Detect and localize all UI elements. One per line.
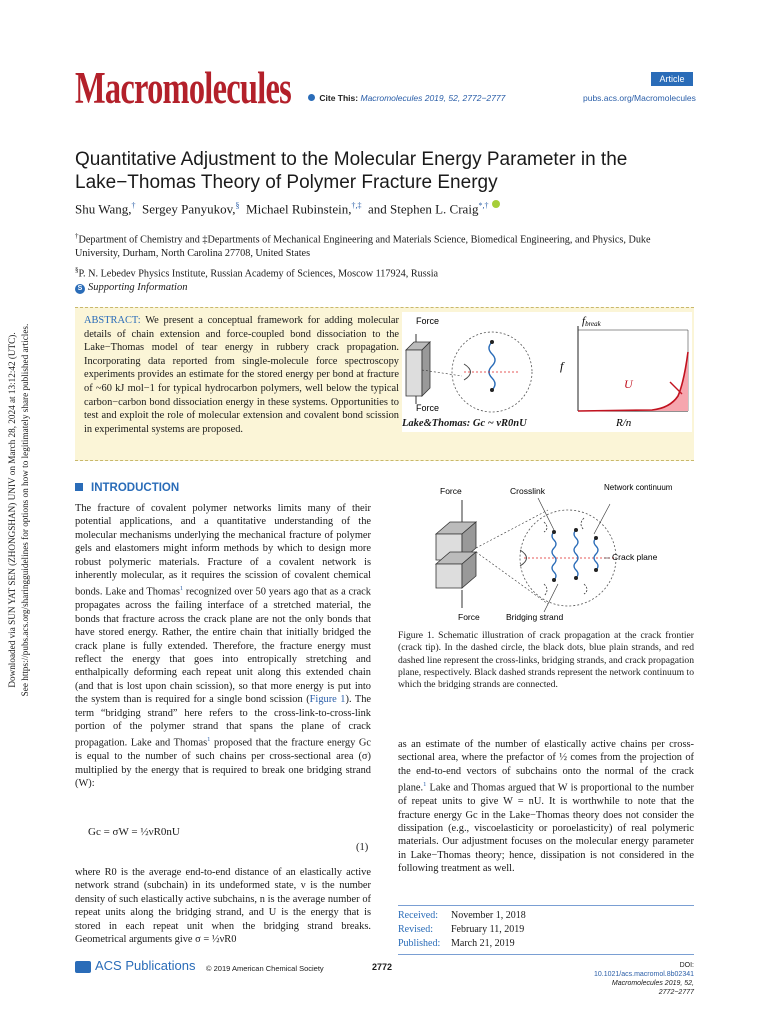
orcid-icon[interactable] <box>492 200 500 208</box>
figure-1-link[interactable]: Figure 1 <box>309 694 346 706</box>
figure-1-bridging-label: Bridging strand <box>506 612 564 622</box>
doi-block: DOI: 10.1021/acs.macromol.8b02341 Macromolecules 2019, 52, 2772−2777 <box>580 961 694 997</box>
toc-crack-schematic <box>406 316 532 413</box>
received-date: November 1, 2018 <box>451 910 526 921</box>
revised-date: February 11, 2019 <box>451 924 525 935</box>
affiliation-1: Department of Chemistry and ‡Departments of Mechanical Engineering and Materials Science, Biomedical Engineering, and Physics, Duke University, Durham, North Carolina 27708, United States <box>75 234 651 260</box>
author-1[interactable]: Shu Wang, <box>75 201 132 217</box>
supporting-info-link[interactable]: Supporting Information <box>88 282 188 293</box>
cite-label: Cite This: <box>319 93 359 103</box>
published-label: Published: <box>398 938 441 949</box>
ref-link[interactable]: 1 <box>207 736 211 744</box>
figure-1-force-bottom: Force <box>458 612 480 622</box>
equation-1: Gc = σW = ½νR0nU <box>88 826 180 838</box>
toc-u-label: U <box>624 377 633 391</box>
intro-column-left: The fracture of covalent polymer networks limits many of their potential applications, and a quantitative understanding of the molecular mechanisms underlying the mechanical fracture of polymer gels and elastomers might inform methods by which to design more robust polymeric materials. Fracture of a covalent network is inherently molecular, as it requires the scission of covalent chemical bonds. Lake and Thomas$^1$ recognized over 50 years ago that as a crack propagates across the failing interface of a stretched material, the bonds that fracture across the crack plane are not the only bonds that have stored energy. Rather, the entire chain that initially bridged the crack plane is fully extended. Therefore, the fracture energy must reflect the energy that goes into entropically stretching and enthalpically deforming each repeat unit along this extended chain (and that is lost upon chain scission), so that more energy is put into the system than is required for a single bond scission (Figure 1). The term “bridging strand” here refers to the cross-link-to-cross-link portion of the polymer strand that spans the plane of crack propagation. Lake and Thomas$^1$ proposed that the fracture energy Gc is equal to the number of such chains per cross-sectional area (σ) multiplied by the energy that is required to break one bridging strand (W): <box>75 503 372 790</box>
page-number: 2772 <box>372 962 393 972</box>
download-notice-line1: Downloaded via SUN YAT SEN (ZHONGSHAN) UNIV on March 28, 2024 at 13:12:42 (UTC). <box>7 332 17 688</box>
figure-1-force-top: Force <box>440 486 462 496</box>
download-notice-line2: See https://pubs.acs.org/sharingguidelines for options on how to legitimately share published articles. <box>20 323 30 697</box>
ref-link[interactable]: 1 <box>423 781 427 789</box>
author-list: Shu Wang,† Sergey Panyukov,§ Michael Rubinstein,†,‡ and Stephen L. Craig*,† <box>75 200 500 217</box>
copyright: © 2019 American Chemical Society <box>206 964 324 973</box>
received-label: Received: <box>398 910 438 921</box>
revised-label: Revised: <box>398 924 433 935</box>
acs-publications-logo[interactable]: ACS Publications <box>75 958 195 973</box>
acs-icon <box>75 961 91 973</box>
toc-plot <box>560 315 688 429</box>
cite-icon <box>308 94 315 101</box>
author-2[interactable]: Sergey Panyukov, <box>142 201 236 217</box>
toc-fbreak-label: fbreak <box>582 315 601 328</box>
publication-dates <box>398 905 694 955</box>
figure-1 <box>398 482 694 622</box>
toc-x-axis-label: R/n <box>616 417 632 429</box>
figure-1-caption: Figure 1. Schematic illustration of crack propagation at the crack frontier (crack tip). In the dashed circle, the black dots, blue plain strands, and red dashed line represent the cross-links, bridging strands, and crack propagation plane, respectively. Black dashed strands represent the network continuum to which the bridging strands are connected. <box>398 630 694 691</box>
toc-force-top: Force <box>416 316 440 326</box>
journal-url[interactable]: pubs.acs.org/Macromolecules <box>583 93 696 103</box>
article-title: Quantitative Adjustment to the Molecular Energy Parameter in the Lake−Thomas Theory of Polymer Fracture Energy <box>75 149 628 193</box>
affiliations: †Department of Chemistry and ‡Departments of Mechanical Engineering and Materials Science, Biomedical Engineering, and Physics, Duke University, Durham, North Carolina 27708, United States §P. N. Lebedev Physics Institute, Russian Academy of Sciences, Moscow 117924, Russia <box>75 232 651 280</box>
intro-column-left-continued: where R0 is the average end-to-end distance of an elastically active network strand (subchain) in its undeformed state, ν is the number density of such elastically active subchains, n is the average number of repeat units along the bridging strand, and U is the energy that is stored in each repeat unit when the bridging strand breaks. Geometrical arguments give σ = ½νR0 <box>75 867 371 946</box>
toc-equation: Lake&Thomas: Gc ~ νR0nU <box>402 418 527 429</box>
section-heading: INTRODUCTION <box>75 482 179 494</box>
section-bullet-icon <box>75 483 83 491</box>
article-badge: Article <box>651 72 693 86</box>
cite-reference[interactable]: Macromolecules 2019, 52, 2772−2777 <box>360 93 506 103</box>
toc-y-axis-label: f <box>560 359 564 373</box>
figure-1-crosslink-label: Crosslink <box>510 486 545 496</box>
author-4[interactable]: and Stephen L. Craig <box>367 201 479 217</box>
download-notice <box>3 300 35 720</box>
footer-citation: Macromolecules 2019, 52, 2772−2777 <box>611 980 694 996</box>
figure-1-network-label: Network continuum <box>604 483 673 492</box>
published-date: March 21, 2019 <box>451 938 515 949</box>
figure-1-crack-plane-label: Crack plane <box>612 552 658 562</box>
abstract-text: We present a conceptual framework for adding molecular details of chain extension and force-coupled bond dissociation to the Lake−Thomas model of tear energy in rubbery crack propagation. Incorporating data reported from single-molecule force spectroscopy experiments provides an estimate for the stored energy per bond at fracture of ~60 kJ mol−1 for typical hydrocarbon polymers, well below the typical carbon−carbon bond dissociation energy in these systems. Opportunities to test and exploit the role of molecular extension and covalent bond scission in experimental systems are proposed. <box>84 315 399 435</box>
abstract <box>84 314 399 436</box>
intro-column-right: as an estimate of the number of elastically active chains per cross-sectional area, where the prefactor of ½ comes from the projection of the end-to-end vectors of subchains onto the normal of the crack plane.$^1$ Lake and Thomas argued that W is proportional to the number of repeat units to give W = nU. It is worthwhile to note that the fracture energy Gc in the Lake−Thomas theory does not consider the dissipation (e.g., viscoelasticity or poroelasticity) of real polymeric materials. Our adjustment focuses on the molecular energy parameter in Lake−Thomas theory; hence, dissipation is not considered in the following treatment as well. <box>398 739 694 875</box>
cite-this[interactable] <box>308 93 505 103</box>
journal-masthead[interactable]: Macromolecules <box>75 63 292 113</box>
equation-number: (1) <box>356 842 369 853</box>
abstract-label: ABSTRACT: <box>84 315 141 326</box>
author-3[interactable]: Michael Rubinstein, <box>246 201 352 217</box>
doi-link[interactable]: 10.1021/acs.macromol.8b02341 <box>593 971 694 978</box>
toc-force-bottom: Force <box>416 403 440 413</box>
supporting-info-icon[interactable]: S <box>75 284 85 294</box>
toc-graphic <box>402 312 692 432</box>
ref-link[interactable]: 1 <box>179 585 184 593</box>
affiliation-2: P. N. Lebedev Physics Institute, Russian Academy of Sciences, Moscow 117924, Russia <box>78 268 439 280</box>
figure-1-caption-label: Figure 1. <box>398 630 435 641</box>
